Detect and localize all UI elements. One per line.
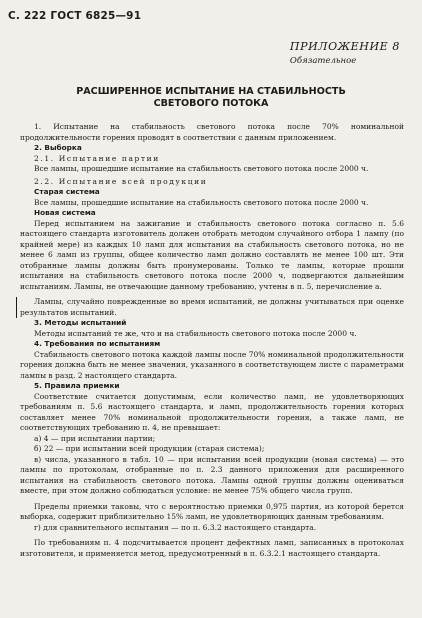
annex-status: Обязательное <box>289 56 357 66</box>
paragraph-final: По требованиям п. 4 подсчитывается процент дефектных ламп, записанных в протоколах изготовителя, и применяется метод, предусмотренный в п. 6.3.2.1 настоящего стандарта. <box>20 538 404 558</box>
paragraph-new-system: Перед испытанием на зажигание и стабильность светового потока согласно п. 5.6 настоящего стандарта изготовитель должен отобрать методом случайного отбора 1 лампу (по крайней мере) из каждых 10 ламп для испытания на стабильность светового потока, но не менее 6 ламп из группы, общее количество ламп должно составлять не менее 100 шт. Эти отобранные лампы должны быть пронумерованы. Только те лампы, которые прошли испытания на стабильность светового потока после 2000 ч, подвергаются дальнейшим испытаниям. Лампы, не отвечающие данному требованию, учтены в п. 5, перечисление а. <box>20 218 404 291</box>
annex-title: ПРИЛОЖЕНИЕ 8 <box>289 40 400 53</box>
list-item-a: а) 4 — при испытании партии; <box>34 433 156 443</box>
subheading-all-production: 2.2. Испытание всей продукции <box>34 176 208 186</box>
document-body <box>20 122 404 559</box>
paragraph-test-methods: Методы испытаний те же, что и на стабильность светового потока после 2000 ч. <box>34 328 357 338</box>
heading-test-requirements: 4. Требования по испытаниям <box>34 339 161 348</box>
paragraph-acceptance: Соответствие считается допустимым, если количество ламп, не удовлетворяющих требованиям п. 5.6 настоящего стандарта, и ламп, продолжительность горения которых составляет менее 70% номинальной продолжительности горения, а также ламп, не соответствующих требованию п. 4, не превышает: <box>20 391 404 432</box>
section-title-line-1: РАСШИРЕННОЕ ИСПЫТАНИЕ НА СТАБИЛЬНОСТЬ <box>76 86 346 97</box>
heading-acceptance-rules: 5. Правила приемки <box>34 381 120 390</box>
section-title-line-2: СВЕТОВОГО ПОТОКА <box>153 98 269 109</box>
subheading-batch-test: 2.1. Испытание партии <box>34 153 160 163</box>
heading-new-system: Новая система <box>34 208 96 217</box>
paragraph-damaged-lamps: Лампы, случайно поврежденные во время испытаний, не должны учитываться при оценке результатов испытаний. <box>16 297 404 318</box>
heading-test-methods: 3. Методы испытаний <box>34 318 127 327</box>
heading-old-system: Старая система <box>34 187 100 196</box>
list-item-c: в) числа, указанного в табл. 10 — при испытании всей продукции (новая система) — это лампы по протоколам, отобранные по п. 2.3 данного приложения для расширенного испытания на стабильность светового потока. Лампы одной группы должны оцениваться вместе, при этом должно соблюдаться условие: не менее 75% общего числа групп. <box>20 454 404 495</box>
paragraph-test-requirements: Стабильность светового потока каждой лампы после 70% номинальной продолжительности горения должна быть не менее значения, указанного в соответствующем листе с параметрами лампы в разд. 2 настоящего стандарта. <box>20 349 404 380</box>
paragraph-batch-test: Все лампы, прошедшие испытание на стабильность светового потока после 2000 ч. <box>34 164 369 173</box>
paragraph-acceptance-limits: Пределы приемки таковы, что с вероятностью приемки 0,975 партия, из которой берется выборка, содержит приблизительно 15% ламп, не удовлетворяющих данным требованиям. <box>20 501 404 521</box>
heading-sampling: 2. Выборка <box>34 143 82 152</box>
paragraph-old-system: Все лампы, прошедшие испытание на стабильность светового потока после 2000 ч. <box>34 197 369 207</box>
annex-label <box>290 40 400 66</box>
paragraph-1: 1. Испытание на стабильность светового потока после 70% номинальной продолжительности горения проводят в соответствии с данным приложением. <box>20 122 404 142</box>
running-header: С. 222 ГОСТ 6825—91 <box>8 10 142 22</box>
section-title <box>0 86 422 110</box>
list-item-b: б) 22 — при испытании всей продукции (старая система); <box>34 444 265 453</box>
list-item-d: г) для сравнительного испытания — по п. 6.3.2 настоящего стандарта. <box>34 522 317 532</box>
